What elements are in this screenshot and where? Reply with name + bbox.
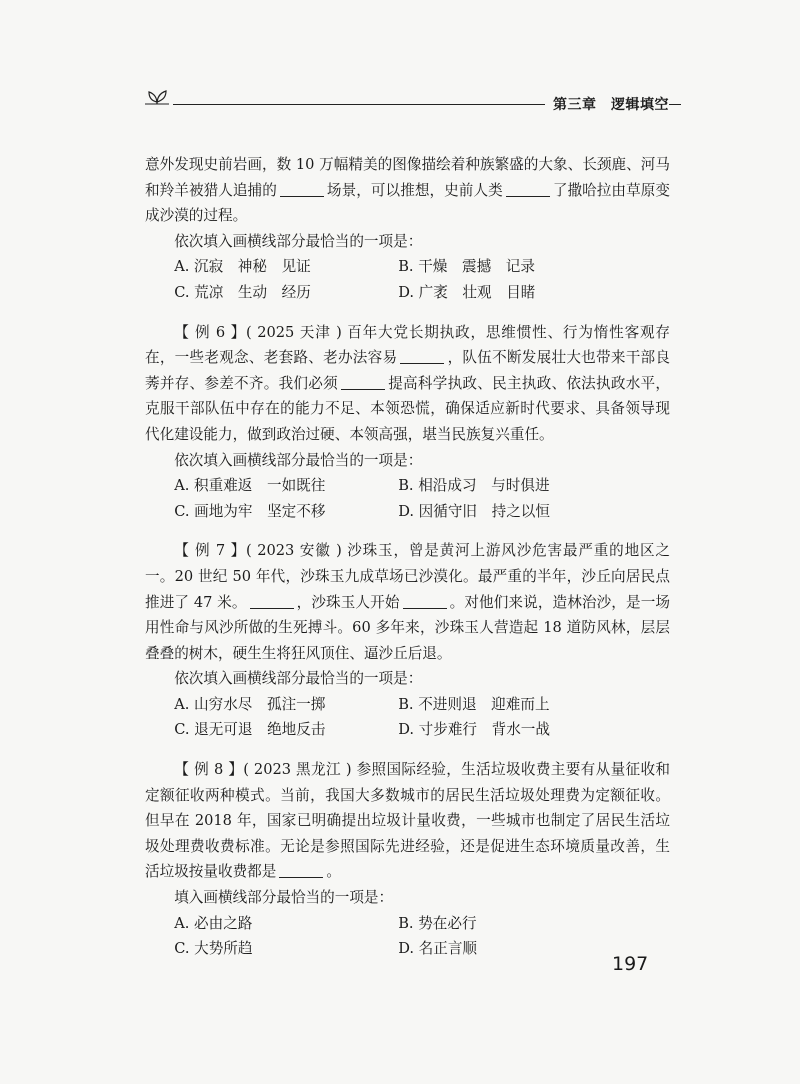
option-c: C. 退无可退 绝地反击	[174, 721, 326, 739]
question-block	[145, 757, 670, 962]
question-text	[145, 152, 670, 229]
sprout-icon	[143, 84, 173, 108]
option-a: A. 积重难返 一如既往	[174, 477, 326, 495]
option-d: D. 名正言顺	[398, 940, 478, 958]
question-prompt: 依次填入画横线部分最恰当的一项是：	[174, 232, 423, 250]
text-segment: ，沙珠玉人开始	[296, 593, 400, 611]
page-content	[145, 152, 670, 962]
question-label: 【 例 8 】( 2023 黑龙江 )	[174, 761, 357, 779]
option-c: C. 大势所趋	[174, 940, 253, 958]
page-number: 197	[612, 953, 649, 975]
chapter-title: 第三章 逻辑填空	[545, 94, 669, 114]
option-b: B. 干燥 震撼 记录	[398, 258, 535, 276]
text-segment: 了撒哈拉由草原变成沙漠的过程。	[145, 181, 670, 225]
text-segment: 提高科学执政、民主执政、依法执政水平，克服干部队伍中存在的能力不足、本领恐慌，确保适应新时代要求、具备领导现代化建设能力，做到政治过硬、本领高强，堪当民族复兴重任。	[145, 374, 670, 443]
question-label: 【 例 7 】( 2023 安徽 )	[174, 542, 348, 560]
option-a: A. 必由之路	[174, 914, 253, 932]
answer-blank	[280, 182, 324, 197]
option-d: D. 因循守旧 持之以恒	[398, 502, 550, 520]
option-b: B. 相沿成习 与时俱进	[398, 477, 550, 495]
text-segment: 。	[326, 863, 341, 881]
question-text	[145, 320, 670, 448]
options-grid	[145, 473, 670, 524]
option-d: D. 广袤 壮观 目睹	[398, 283, 536, 301]
question-block	[145, 152, 670, 306]
text-segment: 沙珠玉，曾是黄河上游风沙危害最严重的地区之一。20 世纪 50 年代，沙珠玉九成草场已沙漠化。最严重的半年，沙丘向居民点推进了 47 米。	[145, 542, 670, 611]
answer-blank	[341, 375, 385, 390]
answer-blank	[506, 182, 550, 197]
text-segment: 。对他们来说，造林治沙，是一场用性命与风沙所做的生死搏斗。60 多年来，沙珠玉人营造起 18 道防风林，层层叠叠的树木，硬生生将狂风顶住、逼沙丘后退。	[145, 593, 670, 662]
option-c: C. 画地为牢 坚定不移	[174, 502, 326, 520]
answer-blank	[403, 594, 447, 609]
question-text	[145, 538, 670, 666]
option-a: A. 山穷水尽 孤注一掷	[174, 695, 326, 713]
question-prompt: 依次填入画横线部分最恰当的一项是：	[174, 670, 423, 688]
options-grid	[145, 911, 670, 962]
text-segment: 百年大党长期执政，思维惯性、行为惰性客观存在，一些老观念、老套路、老办法容易	[145, 323, 670, 367]
question-label: 【 例 6 】( 2025 天津 )	[174, 323, 348, 341]
text-segment: ，队伍不断发展壮大也带来干部良莠并存、参差不齐。我们必须	[145, 349, 670, 392]
question-block	[145, 320, 670, 525]
answer-blank	[400, 349, 444, 364]
options-grid	[145, 254, 670, 305]
question-prompt: 依次填入画横线部分最恰当的一项是：	[174, 451, 423, 469]
running-header	[143, 84, 669, 114]
option-b: B. 势在必行	[398, 914, 477, 932]
text-segment: 意外发现史前岩画，数 10 万幅精美的图像描绘着种族繁盛的大象、长颈鹿、河马和羚羊被猎人追捕的	[145, 156, 670, 199]
question-block	[145, 538, 670, 743]
option-d: D. 寸步难行 背水一战	[398, 721, 550, 739]
question-prompt: 填入画横线部分最恰当的一项是：	[174, 889, 394, 907]
answer-blank	[279, 863, 323, 878]
option-c: C. 荒凉 生动 经历	[174, 283, 311, 301]
options-grid	[145, 692, 670, 743]
answer-blank	[250, 594, 294, 609]
text-segment: 场景，可以推想，史前人类	[326, 181, 503, 199]
option-a: A. 沉寂 神秘 见证	[174, 258, 311, 276]
question-text	[145, 757, 670, 885]
text-segment: 参照国际经验，生活垃圾收费主要有从量征收和定额征收两种模式。当前，我国大多数城市的居民生活垃圾处理费为定额征收。但早在 2018 年，国家已明确提出垃圾计量收费，一些城市也制定了居民生活垃圾处理费收费标准。无论是参照国际先进经验，还是促进生态环境质量改善，生活垃圾按量收费都是	[145, 761, 670, 881]
option-b: B. 不进则退 迎难而上	[398, 695, 550, 713]
